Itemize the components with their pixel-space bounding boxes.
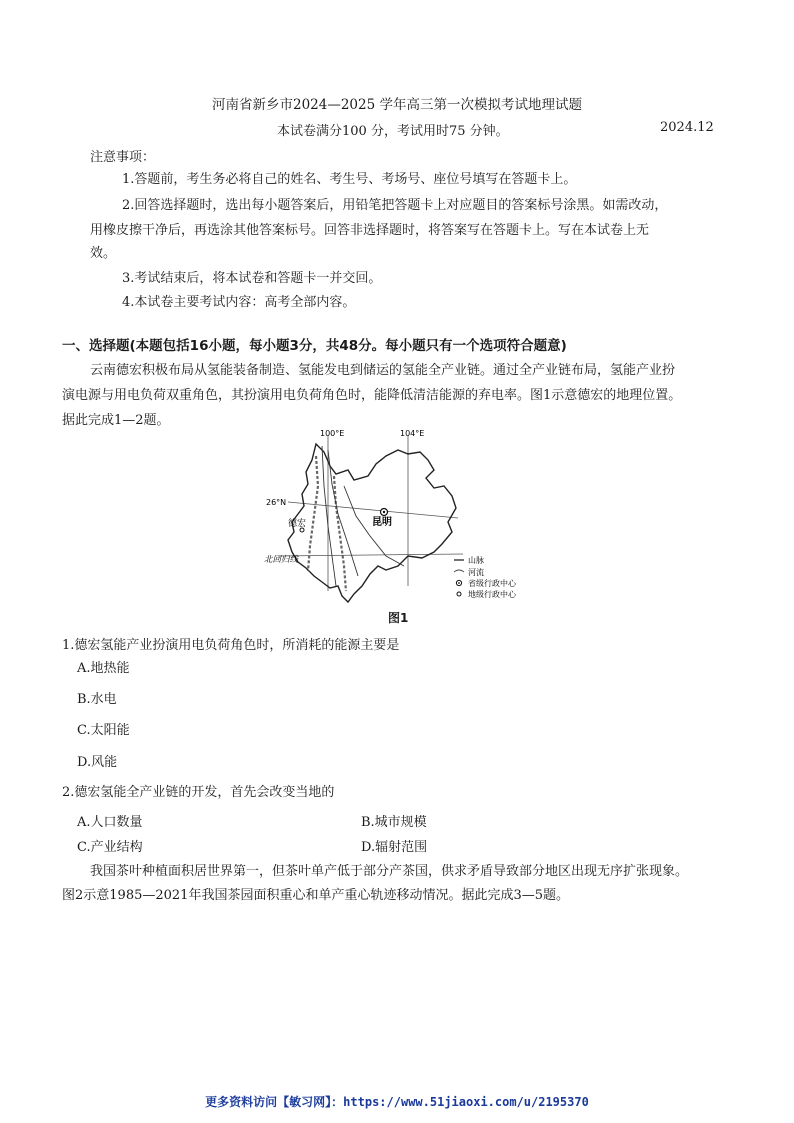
kunming-marker-dot: [383, 511, 385, 513]
mountain-ridge: [308, 456, 318, 571]
section-heading: 一、选择题(本题包括16小题，每小题3分，共48分。每小题只有一个选项符合题意): [62, 338, 567, 354]
map-legend: [454, 555, 517, 599]
label-tropic: 北回归线: [264, 555, 299, 565]
question-1-option-a: A.地热能: [77, 661, 130, 676]
passage-1-line-3: 据此完成1—2题。: [62, 413, 170, 428]
passage-2-line-2: 图2示意1985—2021年我国茶园面积重心和单产重心轨迹移动情况。据此完成3—5题。: [62, 888, 569, 903]
passage-1-line-2: 演电源与用电负荷双重角色，其扮演用电负荷角色时，能降低清洁能源的弃电率。图1示意德宏的地理位置。: [62, 388, 682, 403]
passage-1-line-1: 云南德宏积极布局从氢能装备制造、氢能发电到储运的氢能全产业链。通过全产业链布局，氢能产业扮: [90, 363, 676, 378]
exam-title: 河南省新乡市2024—2025 学年高三第一次模拟考试地理试题: [211, 97, 582, 113]
question-2-stem: 2.德宏氢能全产业链的开发，首先会改变当地的: [62, 785, 335, 800]
legend-symbol-prefecture: [457, 592, 461, 596]
legend-symbol-river: [454, 570, 464, 572]
label-lat: 26°N: [266, 498, 287, 507]
legend-item-provincial: 省级行政中心: [468, 579, 516, 588]
passage-2-line-1: 我国茶叶种植面积居世界第一，但茶叶单产低于部分产茶国，供求矛盾导致部分地区出现无序扩张现象。: [90, 864, 689, 879]
river: [322, 446, 336, 586]
question-2-option-d: D.辐射范围: [361, 840, 428, 855]
legend-item-river: 河流: [468, 568, 484, 577]
note-item-3: 3.考试结束后，将本试卷和答题卡一并交回。: [122, 271, 382, 286]
exam-date: 2024.12: [660, 120, 714, 135]
question-2-option-b: B.城市规模: [361, 815, 427, 830]
legend-item-mountain: 山脉: [468, 556, 484, 565]
note-item-1: 1.答题前，考生务必将自己的姓名、考生号、考场号、座位号填写在答题卡上。: [122, 172, 577, 187]
note-item-4: 4.本试卷主要考试内容：高考全部内容。: [122, 295, 356, 310]
label-lon2: 104°E: [400, 429, 425, 438]
question-1-stem: 1.德宏氢能产业扮演用电负荷角色时，所消耗的能源主要是: [62, 638, 400, 653]
note-item-2-line-2: 用橡皮擦干净后，再选涂其他答案标号。回答非选择题时，将答案写在答题卡上。写在本试卷上无: [90, 223, 650, 238]
question-1-option-d: D.风能: [77, 755, 118, 770]
label-region: 德宏: [288, 519, 307, 529]
question-2-option-c: C.产业结构: [77, 840, 143, 855]
footer-link[interactable]: 更多资料访问【敏习网】：https://www.51jiaoxi.com/u/2195370: [205, 1095, 589, 1109]
figure-1-map: [258, 426, 540, 612]
question-1-option-b: B.水电: [77, 692, 117, 707]
figure-1-caption: 图1: [388, 611, 409, 625]
tropic-line: [278, 554, 463, 556]
label-lon1: 100°E: [320, 429, 345, 438]
label-city: 昆明: [372, 517, 392, 528]
exam-subtitle: 本试卷满分100 分，考试用时75 分钟。: [277, 124, 509, 139]
question-1-option-c: C.太阳能: [77, 723, 130, 738]
note-item-2-line-1: 2.回答选择题时，选出每小题答案后，用铅笔把答题卡上对应题目的答案标号涂黑。如需改动，: [122, 198, 668, 213]
notes-heading: 注意事项：: [90, 150, 156, 165]
question-2-option-a: A.人口数量: [77, 815, 143, 830]
legend-item-prefecture: 地级行政中心: [468, 590, 516, 599]
note-item-2-line-3: 效。: [90, 246, 117, 261]
